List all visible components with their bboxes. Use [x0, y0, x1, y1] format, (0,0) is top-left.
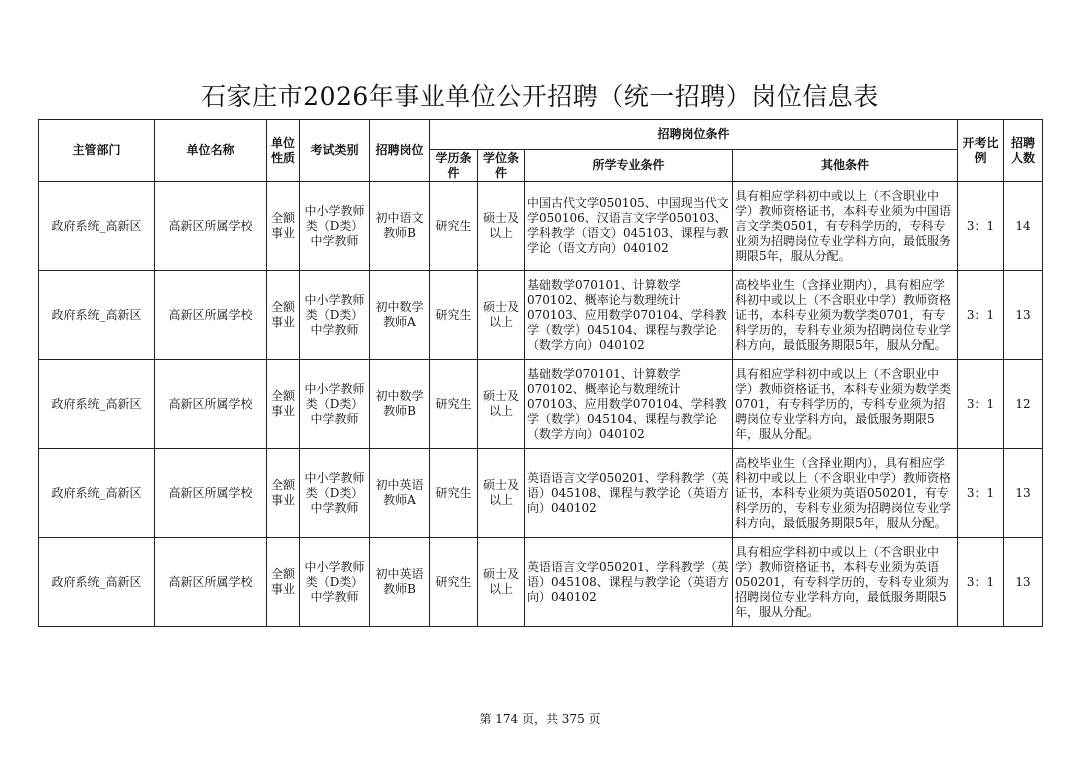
cell-position: 初中数学教师B — [370, 360, 430, 449]
cell-position: 初中英语教师A — [370, 449, 430, 538]
cell-other: 高校毕业生（含择业期内），具有相应学科初中或以上（不含职业中学）教师资格证书，本科专业须为数学类0701，有专科学历的，专科专业须为招聘岗位专业学科方向，最低服务期限5年，服从分配。 — [733, 271, 958, 360]
cell-dept: 政府系统_高新区 — [39, 449, 155, 538]
header-ratio: 开考比例 — [958, 120, 1004, 182]
cell-nature: 全额事业 — [267, 449, 300, 538]
cell-unit: 高新区所属学校 — [155, 538, 267, 627]
table-row — [39, 449, 1043, 538]
page-title: 石家庄市2026年事业单位公开招聘（统一招聘）岗位信息表 — [201, 82, 879, 111]
header-position: 招聘岗位 — [370, 120, 430, 182]
cell-degree: 硕士及以上 — [478, 449, 525, 538]
cell-dept: 政府系统_高新区 — [39, 360, 155, 449]
cell-nature: 全额事业 — [267, 182, 300, 271]
header-degree: 学位条件 — [478, 150, 525, 182]
header-edu: 学历条件 — [430, 150, 478, 182]
cell-unit: 高新区所属学校 — [155, 360, 267, 449]
cell-dept: 政府系统_高新区 — [39, 538, 155, 627]
cell-ratio: 3：1 — [958, 538, 1004, 627]
cell-ratio: 3：1 — [958, 360, 1004, 449]
cell-count: 13 — [1004, 449, 1043, 538]
cell-other: 具有相应学科初中或以上（不含职业中学）教师资格证书，本科专业须为中国语言文学类0501，有专科学历的，专科专业须为招聘岗位专业学科方向，最低服务期限5年，服从分配。 — [733, 182, 958, 271]
cell-degree: 硕士及以上 — [478, 360, 525, 449]
cell-position: 初中数学教师A — [370, 271, 430, 360]
header-exam-type: 考试类别 — [300, 120, 370, 182]
header-count: 招聘人数 — [1004, 120, 1043, 182]
cell-edu: 研究生 — [430, 360, 478, 449]
cell-other: 具有相应学科初中或以上（不含职业中学）教师资格证书，本科专业须为数学类0701，有专科学历的，专科专业须为招聘岗位专业学科方向，最低服务期限5年，服从分配。 — [733, 360, 958, 449]
cell-count: 13 — [1004, 538, 1043, 627]
cell-major: 中国古代文学050105、中国现当代文学050106、汉语言文字学050103、学科教学（语文）045103、课程与教学论（语文方向）040102 — [525, 182, 733, 271]
cell-position: 初中英语教师B — [370, 538, 430, 627]
cell-count: 13 — [1004, 271, 1043, 360]
page-number: 第 174 页，共 375 页 — [479, 712, 601, 726]
position-table — [38, 119, 1043, 627]
cell-other: 高校毕业生（含择业期内），具有相应学科初中或以上（不含职业中学）教师资格证书，本科专业须为英语050201，有专科学历的，专科专业须为招聘岗位专业学科方向，最低服务期限5年，服从分配。 — [733, 449, 958, 538]
cell-position: 初中语文教师B — [370, 182, 430, 271]
table-row — [39, 271, 1043, 360]
cell-unit: 高新区所属学校 — [155, 182, 267, 271]
cell-degree: 硕士及以上 — [478, 538, 525, 627]
header-unit: 单位名称 — [155, 120, 267, 182]
cell-degree: 硕士及以上 — [478, 271, 525, 360]
cell-dept: 政府系统_高新区 — [39, 271, 155, 360]
header-major: 所学专业条件 — [525, 150, 733, 182]
cell-exam-type: 中小学教师类（D类）中学教师 — [300, 538, 370, 627]
cell-ratio: 3：1 — [958, 182, 1004, 271]
cell-degree: 硕士及以上 — [478, 182, 525, 271]
cell-nature: 全额事业 — [267, 360, 300, 449]
cell-edu: 研究生 — [430, 271, 478, 360]
header-row — [39, 120, 1043, 150]
cell-edu: 研究生 — [430, 538, 478, 627]
header-dept: 主管部门 — [39, 120, 155, 182]
cell-other: 具有相应学科初中或以上（不含职业中学）教师资格证书，本科专业须为英语050201，有专科学历的，专科专业须为招聘岗位专业学科方向，最低服务期限5年，服从分配。 — [733, 538, 958, 627]
table-row — [39, 360, 1043, 449]
cell-dept: 政府系统_高新区 — [39, 182, 155, 271]
cell-major: 基础数学070101、计算数学070102、概率论与数理统计070103、应用数学070104、学科教学（数学）045104、课程与教学论（数学方向）040102 — [525, 271, 733, 360]
cell-major: 英语语言文学050201、学科教学（英语）045108、课程与教学论（英语方向）040102 — [525, 449, 733, 538]
cell-count: 12 — [1004, 360, 1043, 449]
cell-unit: 高新区所属学校 — [155, 271, 267, 360]
header-nature: 单位性质 — [267, 120, 300, 182]
table-row — [39, 182, 1043, 271]
cell-edu: 研究生 — [430, 182, 478, 271]
cell-nature: 全额事业 — [267, 538, 300, 627]
cell-unit: 高新区所属学校 — [155, 449, 267, 538]
cell-exam-type: 中小学教师类（D类）中学教师 — [300, 449, 370, 538]
cell-nature: 全额事业 — [267, 271, 300, 360]
cell-edu: 研究生 — [430, 449, 478, 538]
cell-ratio: 3：1 — [958, 449, 1004, 538]
header-other: 其他条件 — [733, 150, 958, 182]
header-conditions: 招聘岗位条件 — [430, 120, 958, 150]
cell-exam-type: 中小学教师类（D类）中学教师 — [300, 271, 370, 360]
cell-ratio: 3：1 — [958, 271, 1004, 360]
table-row — [39, 538, 1043, 627]
cell-exam-type: 中小学教师类（D类）中学教师 — [300, 360, 370, 449]
cell-exam-type: 中小学教师类（D类）中学教师 — [300, 182, 370, 271]
cell-major: 基础数学070101、计算数学070102、概率论与数理统计070103、应用数学070104、学科教学（数学）045104、课程与教学论（数学方向）040102 — [525, 360, 733, 449]
cell-count: 14 — [1004, 182, 1043, 271]
cell-major: 英语语言文学050201、学科教学（英语）045108、课程与教学论（英语方向）040102 — [525, 538, 733, 627]
